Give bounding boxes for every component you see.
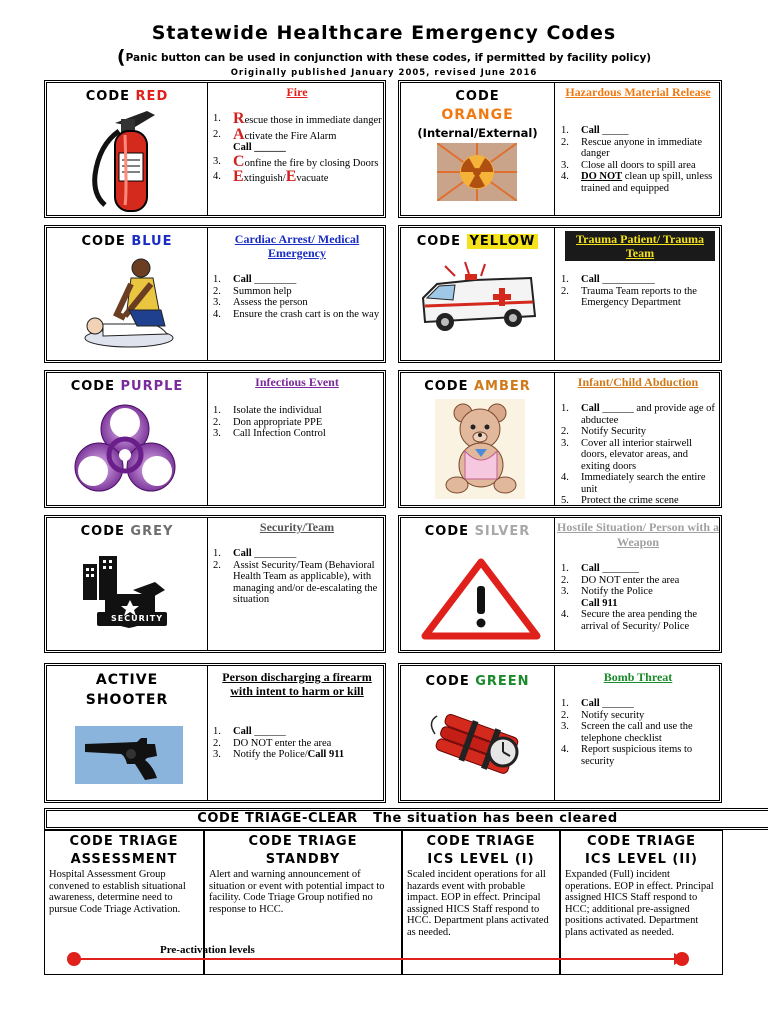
code-purple-steps xyxy=(213,405,383,440)
list-item: 3. Confine the fire by closing Doors xyxy=(213,152,379,170)
list-item: 2. Activate the Fire Alarm Call ______ xyxy=(213,125,337,153)
code-silver-steps xyxy=(561,563,719,632)
code-yellow-section-title: Trauma Patient/ Trauma Team xyxy=(565,231,715,261)
active-shooter-section-title: Person discharging a firearm with intent to harm or kill xyxy=(222,670,372,698)
subtitle-paren: ( xyxy=(116,46,126,68)
code-amber-steps xyxy=(561,403,719,507)
security-badge-text: SECURITY xyxy=(111,614,163,623)
card-active-shooter xyxy=(44,663,386,803)
code-orange-sub: (Internal/External) xyxy=(417,126,538,140)
card-code-red xyxy=(44,80,386,218)
list-item: 1. Call __________ xyxy=(561,274,655,285)
triage-head: CODE TRIAGE ICS LEVEL (II) xyxy=(585,834,698,867)
list-item: 3. Cover all interior stairwell doors, elevator areas, and exiting doors xyxy=(561,437,693,472)
list-item: 2. Notify security xyxy=(561,709,645,721)
code-purple-section-title: Infectious Event xyxy=(255,375,339,389)
list-item: 2. Summon help xyxy=(213,285,292,297)
list-item: 1. Call _____ xyxy=(561,125,629,136)
code-red-section-title: Fire xyxy=(286,85,308,99)
code-silver-heading: CODE SILVER xyxy=(424,524,531,539)
security-badge-icon xyxy=(77,554,177,636)
code-amber-section-title: Infant/Child Abduction xyxy=(577,375,699,389)
list-item: 1. Rescue those in immediate danger xyxy=(213,110,382,127)
list-item: 1. Call _______ xyxy=(561,563,640,574)
dynamite-bomb-icon xyxy=(423,712,535,788)
teddy-bear-icon xyxy=(435,399,525,499)
active-shooter-steps xyxy=(213,726,383,761)
list-item: 3. Notify the Police/Call 911 xyxy=(213,749,345,760)
code-red-heading: CODE RED xyxy=(85,89,169,104)
radiation-icon xyxy=(437,143,517,201)
code-grey-steps xyxy=(213,548,381,606)
code-yellow-heading: CODE YELLOW xyxy=(401,234,554,249)
code-triage-clear-banner xyxy=(44,808,768,830)
code-green-steps xyxy=(561,698,719,767)
code-orange-section-title: Hazardous Material Release xyxy=(565,85,711,99)
list-item: 3. Screen the call and use the telephone checklist xyxy=(561,721,693,744)
list-item: 1. Isolate the individual xyxy=(213,405,322,416)
code-green-section-title: Bomb Threat xyxy=(603,670,673,684)
pre-activation-label: Pre-activation levels xyxy=(160,944,255,956)
code-orange-word: CODE xyxy=(455,89,500,104)
list-item: 1. Call ______ and provide age of abductee xyxy=(561,403,715,426)
list-item: 4. Report suspicious items to security xyxy=(561,744,693,767)
biohazard-icon xyxy=(69,399,181,499)
code-green-heading: CODE GREEN xyxy=(425,674,530,689)
code-orange-color: ORANGE xyxy=(441,107,514,123)
triage-clear-label: CODE TRIAGE-CLEAR xyxy=(197,811,358,826)
ambulance-icon xyxy=(415,258,541,338)
card-code-blue xyxy=(44,225,386,363)
code-grey-section-title: Security/Team xyxy=(259,520,335,534)
code-yellow-steps xyxy=(561,274,721,309)
card-code-green xyxy=(398,663,722,803)
code-purple-heading: CODE PURPLE xyxy=(70,379,184,394)
triage-body: Expanded (Full) incident operations. EOP in effect. Principal assigned HICS Staff respond to HCC; additional pre-assigned positions activated. Department plans activated as needed. xyxy=(565,869,714,938)
list-item: 3. Assess the person xyxy=(213,297,308,308)
code-grey-heading: CODE GREY xyxy=(80,524,174,539)
list-item: 5. Protect the crime scene xyxy=(561,495,679,506)
list-item: 1. Call ________ xyxy=(213,548,297,559)
code-red-steps xyxy=(213,110,383,185)
triage-head: CODE TRIAGE STANDBY xyxy=(248,834,358,867)
list-item: 4. DO NOT clean up spill, unless trained and equipped xyxy=(561,171,713,194)
list-item: 2. Don appropriate PPE xyxy=(213,416,323,428)
list-item: 4. Extinguish/Evacuate xyxy=(213,168,329,185)
code-blue-steps xyxy=(213,274,383,320)
list-item: 1. Call ______ xyxy=(561,698,634,709)
list-item: 4. Immediately search the entire unit xyxy=(561,472,706,495)
list-item: 1. Call ______ xyxy=(213,726,286,737)
warning-triangle-icon xyxy=(421,558,541,640)
list-item: 2. Notify Security xyxy=(561,426,647,437)
triage-body: Scaled incident operations for all hazards event with probable impact. EOP in effect. Principal assigned HICS Staff respond to HCC. Department plans activated as needed. xyxy=(407,869,549,938)
list-item: 2. Assist Security/Team (Behavioral Health Team as applicable), with managing and/or de-escalating the situation xyxy=(213,559,378,605)
pre-activation-arrow xyxy=(62,950,698,968)
cpr-icon xyxy=(81,254,181,354)
list-item: 4. Ensure the crash cart is on the way xyxy=(213,308,380,320)
list-item: 3. Notify the Police Call 911 xyxy=(561,586,653,609)
card-code-orange xyxy=(398,80,722,218)
triage-body: Alert and warning announcement of situation or event with potential impact to facility. Code Triage Group notified no response to HCC. xyxy=(209,869,385,915)
publication-note: Originally published January 2005, revised June 2016 xyxy=(230,68,538,78)
code-blue-section-title: Cardiac Arrest/ Medical Emergency xyxy=(234,232,360,260)
triage-head: CODE TRIAGE ASSESSMENT xyxy=(69,834,179,867)
list-item: 2. Trauma Team reports to the Emergency Department xyxy=(561,285,697,308)
active-shooter-line2: SHOOTER xyxy=(85,692,169,708)
triage-head: CODE TRIAGE ICS LEVEL (I) xyxy=(426,834,536,867)
card-code-yellow xyxy=(398,225,722,363)
page-title: Statewide Healthcare Emergency Codes xyxy=(151,22,617,44)
list-item: 1. Call ________ xyxy=(213,274,297,285)
list-item: 2. Rescue anyone in immediate danger xyxy=(561,136,703,159)
fire-extinguisher-icon xyxy=(85,105,175,215)
list-item: 2. DO NOT enter the area xyxy=(561,574,680,586)
list-item: 3. Call Infection Control xyxy=(213,428,326,439)
card-code-amber xyxy=(398,370,722,508)
subtitle-text: Panic button can be used in conjunction with these codes, if permitted by facility policy) xyxy=(125,52,652,64)
code-silver-section-title: Hostile Situation/ Person with a Weapon xyxy=(556,520,719,549)
active-shooter-line1: ACTIVE xyxy=(95,672,159,688)
revolver-icon xyxy=(75,726,183,784)
code-amber-heading: CODE AMBER xyxy=(424,379,531,394)
code-orange-steps xyxy=(561,125,719,194)
list-item: 2. DO NOT enter the area xyxy=(213,737,332,749)
code-blue-heading: CODE BLUE xyxy=(81,234,173,249)
triage-body: Hospital Assessment Group convened to establish situational awareness, determine need to pursue Code Triage Activation. xyxy=(49,869,186,915)
page-subtitle xyxy=(0,46,768,68)
list-item: 4. Secure the area pending the arrival of Security/ Police xyxy=(561,609,698,632)
triage-clear-text: The situation has been cleared xyxy=(373,811,618,826)
card-code-purple xyxy=(44,370,386,508)
card-code-silver xyxy=(398,515,722,653)
card-code-grey xyxy=(44,515,386,653)
list-item: 3. Close all doors to spill area xyxy=(561,159,696,171)
